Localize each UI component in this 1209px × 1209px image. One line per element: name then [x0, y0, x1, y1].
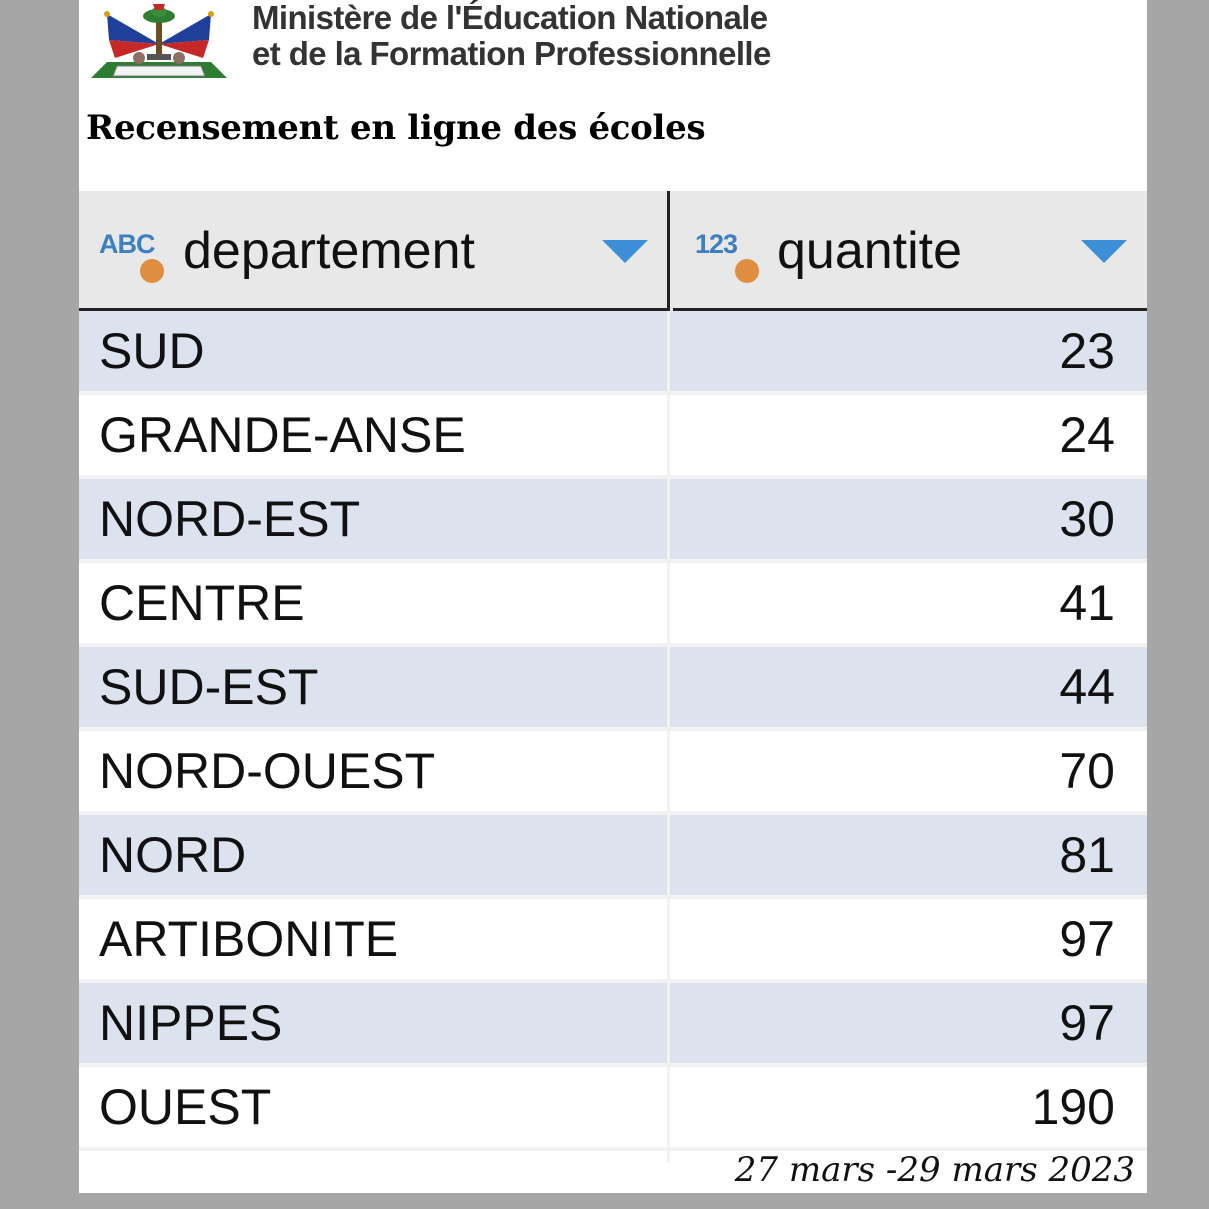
cell-departement[interactable]: ARTIBONITE — [79, 899, 667, 979]
cell-departement[interactable]: NORD — [79, 815, 667, 895]
cell-quantite[interactable]: 41 — [670, 563, 1147, 643]
filter-dropdown-icon[interactable] — [1081, 240, 1127, 263]
document-panel — [79, 0, 1147, 1193]
cell-departement[interactable]: CENTRE — [79, 563, 667, 643]
cell-quantite[interactable]: 30 — [670, 479, 1147, 559]
date-range: 27 mars -29 mars 2023 — [734, 1150, 1135, 1190]
table-row[interactable] — [79, 479, 1147, 563]
column-header-quantite[interactable] — [673, 191, 1147, 311]
column-header-departement[interactable] — [79, 191, 670, 311]
ministry-name — [252, 0, 771, 72]
cell-quantite[interactable]: 23 — [670, 311, 1147, 391]
table-row[interactable] — [79, 563, 1147, 647]
table-row[interactable] — [79, 311, 1147, 395]
filter-dropdown-icon[interactable] — [602, 240, 648, 263]
table-body — [79, 311, 1147, 1151]
data-table — [79, 191, 1147, 1163]
ministry-line-1: Ministère de l'Éducation Nationale — [252, 0, 768, 36]
cell-quantite[interactable]: 97 — [670, 899, 1147, 979]
table-row[interactable] — [79, 899, 1147, 983]
table-row[interactable] — [79, 647, 1147, 731]
cell-departement[interactable]: SUD-EST — [79, 647, 667, 727]
cell-departement[interactable]: NORD-EST — [79, 479, 667, 559]
cell-departement[interactable]: GRANDE-ANSE — [79, 395, 667, 475]
census-title: Recensement en ligne des écoles — [86, 108, 706, 148]
cell-departement[interactable]: OUEST — [79, 1067, 667, 1147]
ministry-line-2: et de la Formation Professionnelle — [252, 35, 771, 72]
cell-quantite[interactable]: 70 — [670, 731, 1147, 811]
type-dot-icon — [140, 259, 164, 283]
table-row[interactable] — [79, 983, 1147, 1067]
column-label-departement: departement — [183, 222, 475, 280]
cell-quantite[interactable]: 190 — [670, 1067, 1147, 1147]
table-row[interactable] — [79, 395, 1147, 479]
cell-quantite[interactable]: 44 — [670, 647, 1147, 727]
table-row[interactable] — [79, 1067, 1147, 1151]
coat-of-arms-icon — [87, 0, 231, 86]
cell-departement[interactable]: NORD-OUEST — [79, 731, 667, 811]
type-dot-icon — [735, 259, 759, 283]
table-row[interactable] — [79, 731, 1147, 815]
column-label-quantite: quantite — [777, 222, 963, 280]
text-type-icon: ABC — [99, 229, 155, 259]
cell-departement[interactable]: NIPPES — [79, 983, 667, 1063]
cell-quantite[interactable]: 24 — [670, 395, 1147, 475]
table-header — [79, 191, 1147, 311]
number-type-icon: 123 — [695, 229, 738, 259]
cell-quantite[interactable]: 81 — [670, 815, 1147, 895]
cell-quantite[interactable]: 97 — [670, 983, 1147, 1063]
cell-departement[interactable]: SUD — [79, 311, 667, 391]
table-row[interactable] — [79, 815, 1147, 899]
